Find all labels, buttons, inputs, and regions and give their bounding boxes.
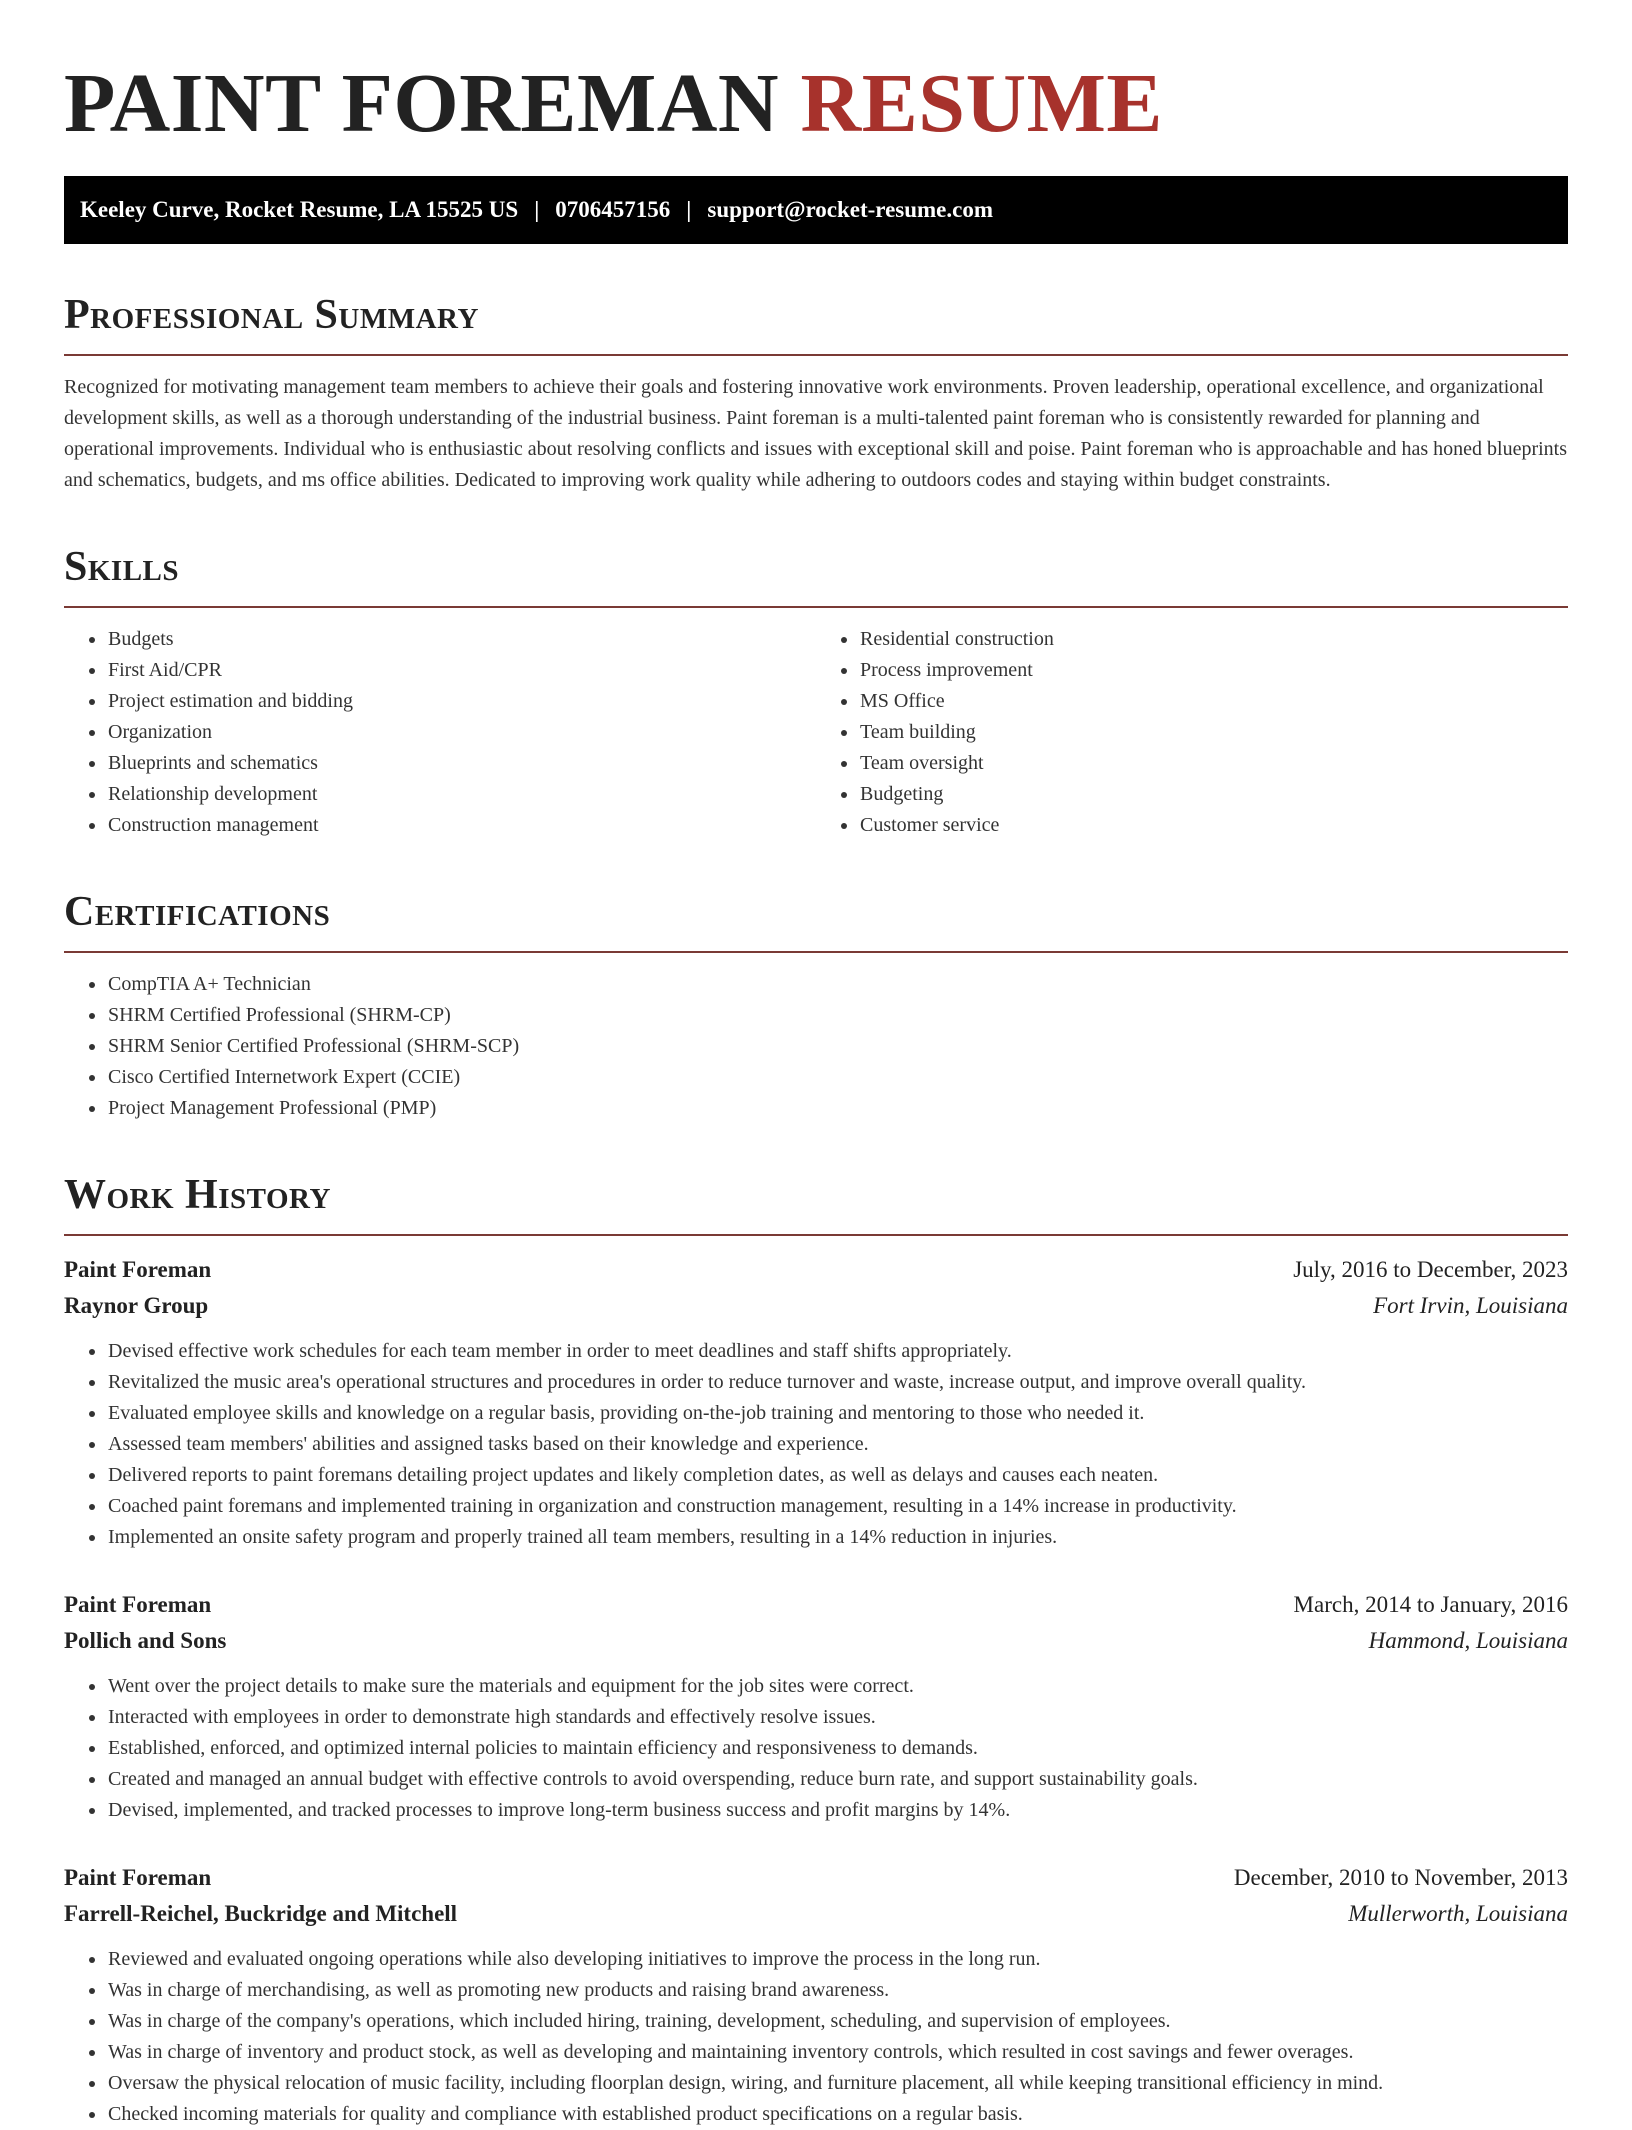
job-location: Fort Irvin, Louisiana — [1373, 1293, 1568, 1318]
skill-item: • Organization — [107, 717, 816, 748]
job-duty: • Delivered reports to paint foremans detailing project updates and likely completion dates, as well as delays and causes each neaten. — [107, 1460, 1568, 1491]
job-header — [64, 1587, 1568, 1659]
job-title-row — [64, 1252, 1568, 1288]
job-duty: • Was in charge of merchandising, as well as promoting new products and raising brand awareness. — [107, 1975, 1568, 2006]
job-company: Pollich and Sons — [64, 1628, 227, 1653]
skill-item: • Team building — [859, 717, 1568, 748]
section-divider — [64, 1234, 1568, 1236]
title-accent: RESUME — [800, 57, 1163, 150]
job-duty: • Reviewed and evaluated ongoing operations while also developing initiatives to improve the process in the long run. — [107, 1944, 1568, 1975]
job-duty: • Devised, implemented, and tracked processes to improve long-term business success and profit margins by 14%. — [107, 1795, 1568, 1826]
skills-list-right — [816, 624, 1568, 841]
job-entry — [64, 1252, 1568, 1553]
job-role: Paint Foreman — [64, 1865, 212, 1890]
job-dates: July, 2016 to December, 2023 — [1293, 1257, 1568, 1282]
job-duty: • Was in charge of the company's operations, which included hiring, training, development, scheduling, and supervision of employees. — [107, 2006, 1568, 2037]
contact-phone: 0706457156 — [555, 197, 671, 222]
job-title-row — [64, 1587, 1568, 1623]
skill-item: • Construction management — [107, 810, 816, 841]
contact-email: support@rocket-resume.com — [707, 197, 994, 222]
skills-grid — [64, 608, 1568, 841]
job-duty: • Evaluated employee skills and knowledge on a regular basis, providing on-the-job training and mentoring to those who needed it. — [107, 1398, 1568, 1429]
summary-text: Recognized for motivating management team members to achieve their goals and fostering innovative work environments. Proven leadership, operational excellence, and organizational development skills, as well as a thorough understanding of the industrial business. Paint foreman is a multi-talented paint foreman who is consistently rewarded for planning and operational improvements. Individual who is enthusiastic about resolving conflicts and issues with exceptional skill and poise. Paint foreman who is approachable and has honed blueprints and schematics, budgets, and ms office abilities. Dedicated to improving work quality while adhering to outdoors codes and staying within budget constraints. — [64, 376, 1568, 491]
job-duty: • Implemented an onsite safety program and properly trained all team members, resulting in a 14% reduction in injuries. — [107, 1522, 1568, 1553]
job-header — [64, 1860, 1568, 1932]
job-role: Paint Foreman — [64, 1257, 212, 1282]
certification-item: • SHRM Certified Professional (SHRM-CP) — [107, 1000, 1568, 1031]
job-entry — [64, 1587, 1568, 1826]
job-company: Farrell-Reichel, Buckridge and Mitchell — [64, 1901, 458, 1926]
certifications-list — [64, 969, 1568, 1124]
section-divider — [64, 951, 1568, 953]
skill-item: • First Aid/CPR — [107, 655, 816, 686]
job-duty: • Went over the project details to make sure the materials and equipment for the job sites were correct. — [107, 1671, 1568, 1702]
job-duties-list — [64, 1671, 1568, 1826]
certifications-section — [64, 887, 1568, 1124]
job-company-row — [64, 1623, 1568, 1659]
section-heading: Work History — [64, 1172, 331, 1218]
work-history-section — [64, 1170, 1568, 2130]
job-dates: December, 2010 to November, 2013 — [1233, 1865, 1568, 1890]
skill-item: • Budgeting — [859, 779, 1568, 810]
skill-item: • Customer service — [859, 810, 1568, 841]
section-divider — [64, 354, 1568, 356]
skills-list-left — [64, 624, 816, 841]
contact-separator: | — [534, 197, 540, 222]
certification-item: • Project Management Professional (PMP) — [107, 1093, 1568, 1124]
job-dates: March, 2014 to January, 2016 — [1293, 1592, 1568, 1617]
skill-item: • Relationship development — [107, 779, 816, 810]
resume-title — [64, 56, 1568, 152]
job-duties-list — [64, 1944, 1568, 2130]
job-entry — [64, 1860, 1568, 2130]
job-duty: • Checked incoming materials for quality and compliance with established product specifications on a regular basis. — [107, 2099, 1568, 2130]
job-company-row — [64, 1896, 1568, 1932]
job-duty: • Assessed team members' abilities and assigned tasks based on their knowledge and experience. — [107, 1429, 1568, 1460]
section-heading: Professional Summary — [64, 292, 479, 338]
job-duty: • Created and managed an annual budget with effective controls to avoid overspending, reduce burn rate, and support sustainability goals. — [107, 1764, 1568, 1795]
skill-item: • Blueprints and schematics — [107, 748, 816, 779]
job-duties-list — [64, 1336, 1568, 1553]
professional-summary-section — [64, 290, 1568, 496]
certification-item: • SHRM Senior Certified Professional (SHRM-SCP) — [107, 1031, 1568, 1062]
certification-item: • CompTIA A+ Technician — [107, 969, 1568, 1000]
skill-item: • Team oversight — [859, 748, 1568, 779]
job-duty: • Revitalized the music area's operational structures and procedures in order to reduce turnover and waste, increase output, and improve overall quality. — [107, 1367, 1568, 1398]
job-duty: • Interacted with employees in order to demonstrate high standards and effectively resolve issues. — [107, 1702, 1568, 1733]
job-location: Hammond, Louisiana — [1368, 1628, 1568, 1653]
section-heading: Skills — [64, 544, 180, 590]
job-location: Mullerworth, Louisiana — [1348, 1901, 1568, 1926]
job-title-row — [64, 1860, 1568, 1896]
job-duty: • Was in charge of inventory and product stock, as well as developing and maintaining inventory controls, which resulted in cost savings and fewer overages. — [107, 2037, 1568, 2068]
skill-item: • Budgets — [107, 624, 816, 655]
job-duty: • Established, enforced, and optimized internal policies to maintain efficiency and responsiveness to demands. — [107, 1733, 1568, 1764]
section-heading: Certifications — [64, 889, 331, 935]
contact-address: Keeley Curve, Rocket Resume, LA 15525 US — [80, 197, 519, 222]
contact-separator: | — [686, 197, 692, 222]
job-header — [64, 1252, 1568, 1324]
contact-bar — [64, 176, 1568, 244]
title-main: PAINT FOREMAN — [64, 57, 780, 150]
skill-item: • Process improvement — [859, 655, 1568, 686]
job-company-row — [64, 1288, 1568, 1324]
job-duty: • Coached paint foremans and implemented training in organization and construction management, resulting in a 14% increase in productivity. — [107, 1491, 1568, 1522]
skill-item: • Residential construction — [859, 624, 1568, 655]
job-duty: • Devised effective work schedules for each team member in order to meet deadlines and staff shifts appropriately. — [107, 1336, 1568, 1367]
skill-item: • Project estimation and bidding — [107, 686, 816, 717]
skills-section — [64, 542, 1568, 841]
skill-item: • MS Office — [859, 686, 1568, 717]
job-duty: • Oversaw the physical relocation of music facility, including floorplan design, wiring, and furniture placement, all while keeping transitional efficiency in mind. — [107, 2068, 1568, 2099]
job-role: Paint Foreman — [64, 1592, 212, 1617]
job-company: Raynor Group — [64, 1293, 209, 1318]
certification-item: • Cisco Certified Internetwork Expert (CCIE) — [107, 1062, 1568, 1093]
